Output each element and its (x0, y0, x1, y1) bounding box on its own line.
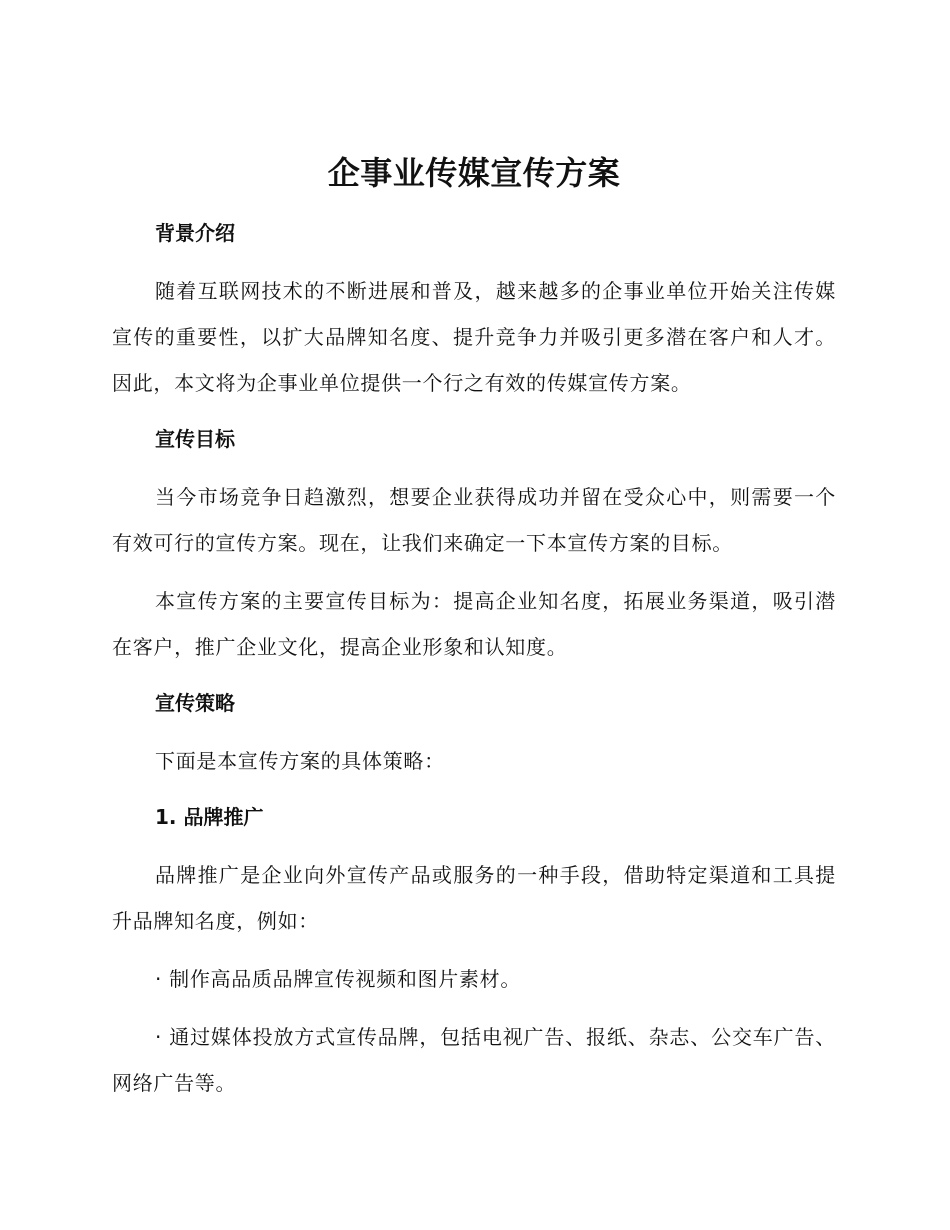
bullet-item: · 通过媒体投放方式宣传品牌，包括电视广告、报纸、杂志、公交车广告、网络广告等。 (112, 1025, 836, 1095)
brand-paragraph: 品牌推广是企业向外宣传产品或服务的一种手段，借助特定渠道和工具提升品牌知名度，例如： (112, 863, 836, 933)
section-heading-background: 背景介绍 (155, 221, 235, 245)
document-body (112, 146, 836, 1106)
subsection-heading-brand: 1. 品牌推广 (155, 805, 264, 829)
goal-paragraph-1: 当今市场竞争日趋激烈，想要企业获得成功并留在受众心中，则需要一个有效可行的宣传方案。现在，让我们来确定一下本宣传方案的目标。 (112, 485, 836, 555)
section-heading-strategy: 宣传策略 (155, 691, 235, 715)
goal-paragraph-2: 本宣传方案的主要宣传目标为：提高企业知名度，拓展业务渠道，吸引潜在客户，推广企业文化，提高企业形象和认知度。 (112, 589, 836, 659)
strategy-intro: 下面是本宣传方案的具体策略： (155, 749, 445, 773)
document-title: 企事业传媒宣传方案 (327, 154, 621, 192)
section-heading-goal: 宣传目标 (155, 427, 235, 451)
background-paragraph: 随着互联网技术的不断进展和普及，越来越多的企事业单位开始关注传媒宣传的重要性，以扩大品牌知名度、提升竞争力并吸引更多潜在客户和人才。因此，本文将为企事业单位提供一个行之有效的传媒宣传方案。 (112, 279, 836, 395)
bullet-item: · 制作高品质品牌宣传视频和图片素材。 (155, 967, 522, 991)
